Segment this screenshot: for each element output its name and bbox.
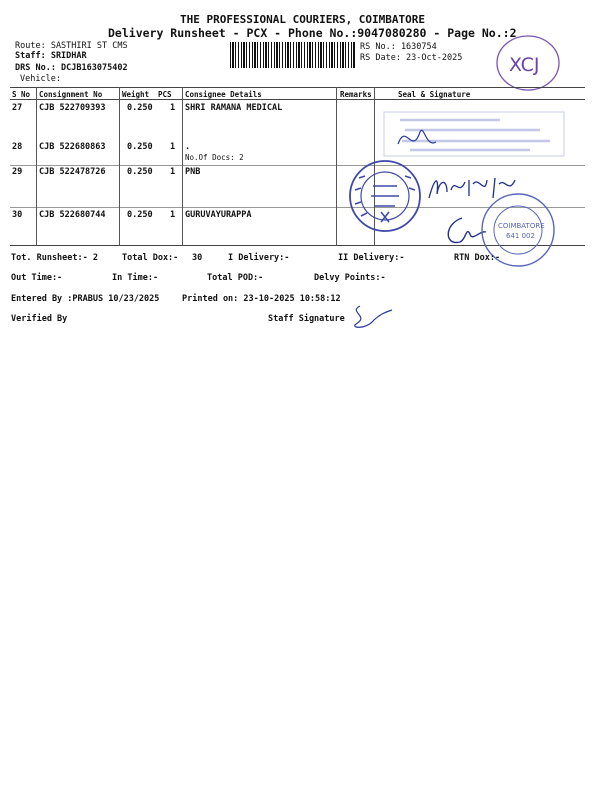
seal-pin: 641 002	[506, 232, 535, 240]
delvy-points: Delvy Points:-	[314, 273, 386, 283]
col-divider	[119, 87, 120, 245]
row-pcs: 1	[170, 103, 176, 113]
printed-on: Printed on: 23-10-2025 10:58:12	[182, 294, 341, 304]
rtn-dox: RTN Dox:-	[454, 253, 501, 263]
row-weight: 0.250	[127, 167, 153, 177]
row-divider	[10, 165, 585, 166]
row-weight: 0.250	[127, 103, 153, 113]
round-seal-stamp	[345, 158, 427, 236]
row-weight: 0.250	[127, 142, 153, 152]
staff-signature-mark	[346, 302, 396, 332]
row-sno: 30	[12, 210, 23, 220]
ii-delivery: II Delivery:-	[338, 253, 405, 263]
col-divider	[182, 87, 183, 245]
header-pcs: PCS	[158, 90, 172, 99]
tot-runsheet: Tot. Runsheet:- 2	[11, 253, 98, 263]
in-time: In Time:-	[112, 273, 159, 283]
row-consignee: PNB	[185, 167, 201, 177]
col-divider	[36, 87, 37, 245]
entered-by: Entered By :PRABUS 10/23/2025	[11, 294, 160, 304]
vehicle: Vehicle:	[20, 74, 61, 84]
seal-city: COIMBATORE	[498, 222, 545, 230]
rs-number: RS No.: 1630754	[360, 42, 437, 52]
row-pcs: 1	[170, 167, 176, 177]
row-consignment: CJB 522680863	[39, 142, 106, 152]
row-sno: 27	[12, 103, 23, 113]
total-dox-label: Total Dox:-	[122, 253, 179, 263]
total-pod: Total POD:-	[207, 273, 264, 283]
i-delivery: I Delivery:-	[228, 253, 290, 263]
row-consignee: SHRI RAMANA MEDICAL	[185, 103, 283, 113]
pcx-stamp	[495, 35, 565, 95]
row-sno: 29	[12, 167, 23, 177]
row-consignment: CJB 522709393	[39, 103, 106, 113]
header-seal: Seal & Signature	[398, 90, 471, 99]
header-consignment: Consignment No	[39, 90, 103, 99]
row-pcs: 1	[170, 142, 176, 152]
row-consignee: .	[185, 142, 191, 152]
verified-by: Verified By	[11, 314, 68, 324]
rs-date: RS Date: 23-Oct-2025	[360, 53, 463, 63]
row-sno: 28	[12, 142, 23, 152]
row-consignment: CJB 522680744	[39, 210, 106, 220]
row-pcs: 1	[170, 210, 176, 220]
row-consignment: CJB 522478726	[39, 167, 106, 177]
page-title: Delivery Runsheet - PCX - Phone No.:9047080280 - Page No.:2	[108, 26, 517, 40]
row-note: No.Of Docs: 2	[185, 153, 244, 162]
company-name: THE PROFESSIONAL COURIERS, COIMBATORE	[180, 13, 426, 26]
header-remarks: Remarks	[340, 90, 372, 99]
barcode	[230, 42, 355, 68]
table-top-border	[10, 87, 585, 88]
row-consignee: GURUVAYURAPPA	[185, 210, 252, 220]
col-divider	[336, 87, 337, 245]
row-weight: 0.250	[127, 210, 153, 220]
signature-mark	[392, 118, 442, 158]
out-time: Out Time:-	[11, 273, 63, 283]
header-weight: Weight	[122, 90, 150, 99]
pcx-stamp-text: XCJ	[509, 54, 540, 76]
staff-signature-label: Staff Signature	[268, 314, 345, 324]
staff: Staff: SRIDHAR	[15, 51, 87, 61]
header-consignee: Consignee Details	[185, 90, 262, 99]
drs-number: DRS No.: DCJB163075402	[15, 63, 128, 73]
total-dox-value: 30	[192, 253, 203, 263]
header-sno: S No	[12, 90, 31, 99]
route: Route: SASTHIRI ST CMS	[15, 41, 128, 51]
